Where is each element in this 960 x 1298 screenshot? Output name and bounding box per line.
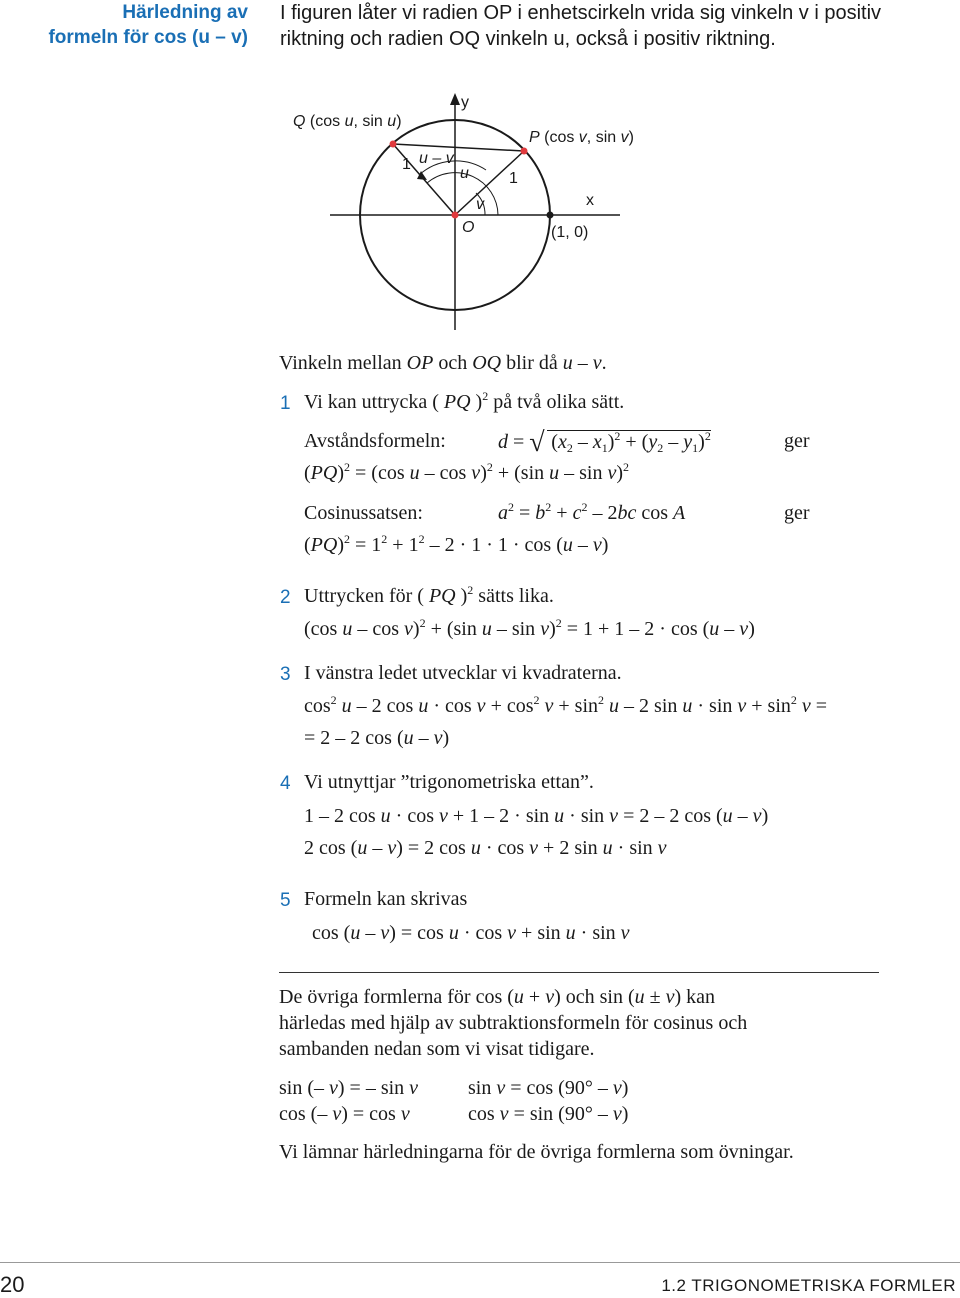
ger-2: ger <box>784 502 810 524</box>
chord-qp <box>393 144 524 151</box>
label-p: P (cos v, sin v) <box>529 129 634 146</box>
step2-text: Uttrycken för ( PQ )$^2$ sätts lika. <box>304 583 554 607</box>
step1-text: Vi kan uttrycka ( PQ )$^2$ på två olika sätt. <box>304 389 625 413</box>
intro-line2: riktning och radien OQ vinkeln u, också i positiv riktning. <box>280 28 776 50</box>
para1-line1: De övriga formlerna för cos (u + v) och sin (u ± v) kan <box>279 986 716 1008</box>
closing-sentence: Vi lämnar härledningarna för de övriga formlerna som övningar. <box>279 1141 794 1163</box>
step5-equation: cos (u – v) = cos u · cos v + sin u · sin v <box>312 922 630 944</box>
chapter-title: 1.2 TRIGONOMETRISKA FORMLER <box>661 1276 956 1295</box>
label-y: y <box>461 94 469 111</box>
label-u-minus-v: u – v <box>419 150 454 167</box>
step2-equation: (cos u – cos v)$^2$ + (sin u – sin v)$^2$ = 1 + 1 – 2 · cos (u – v) <box>304 616 755 640</box>
cosine-label: Cosinussatsen: <box>304 502 423 524</box>
y-axis-arrow <box>450 93 460 105</box>
step2-number: 2 <box>280 587 291 608</box>
step3-equation1: $\cos^2 u - 2$ $\cos u \cdot \cos v + \cos^2 v + \sin^2 u - 2$ $\sin u \cdot \sin v + \sin^2 v$ = <box>304 693 828 717</box>
identity-cos-sin: cos v = sin (90° – v) <box>468 1103 629 1125</box>
distance-formula: d = √ $(x_2 - x_1)^2 + (y_2 - y_1)^2$ <box>498 427 711 458</box>
step3-number: 3 <box>280 664 291 685</box>
point-1-0 <box>547 212 554 219</box>
label-one-left: 1 <box>402 156 411 173</box>
label-u: u <box>460 165 469 182</box>
step4-text: Vi utnyttjar ”trigonometriska ettan”. <box>304 771 594 793</box>
section-title-line1: Härledning av <box>122 2 248 23</box>
footer-rule <box>0 1262 960 1263</box>
para1-line3: sambanden nedan som vi visat tidigare. <box>279 1038 595 1060</box>
step3-equation2: = 2 – 2 cos (u – v) <box>304 727 450 749</box>
page-number: 20 <box>0 1272 25 1297</box>
point-p <box>521 148 528 155</box>
para1-line2: härledas med hjälp av subtraktionsformeln för cosinus och <box>279 1012 748 1034</box>
label-point-1-0: (1, 0) <box>551 224 589 241</box>
distance-label: Avståndsformeln: <box>304 430 446 452</box>
step5-number: 5 <box>280 890 291 911</box>
section-title-line2: formeln för cos (u – v) <box>48 27 248 48</box>
intro-line1: I figuren låter vi radien OP i enhetscirkeln vrida sig vinkeln v i positiv <box>280 2 882 24</box>
point-o <box>452 212 459 219</box>
step4-number: 4 <box>280 773 291 794</box>
point-q <box>390 141 397 148</box>
identity-sin-cos: sin v = cos (90° – v) <box>468 1077 629 1099</box>
pq-cosine: $(PQ)^2 = 1^2 + 1^2 - 2 \cdot 1 \cdot 1 \cdot \cos (u - v)$ <box>304 532 609 556</box>
ger-1: ger <box>784 430 810 452</box>
label-x: x <box>586 192 594 209</box>
step1-number: 1 <box>280 393 291 414</box>
label-v: v <box>476 196 484 213</box>
label-q: Q (cos u, sin u) <box>293 113 402 130</box>
step5-text: Formeln kan skrivas <box>304 888 468 910</box>
separator-line <box>279 972 879 973</box>
label-one-right: 1 <box>509 170 518 187</box>
angle-sentence: Vinkeln mellan OP och OQ blir då u – v. <box>279 352 607 374</box>
section-title <box>48 0 248 50</box>
cosine-formula: $a^2 = b^2 + c^2 - 2bc$ cos A <box>498 500 686 524</box>
pq-distance: (PQ)$^2$ = (cos u – cos v)$^2$ + (sin u – sin v)$^2$ <box>304 460 630 484</box>
identity-sin-neg: sin (– v) = – sin v <box>279 1077 419 1099</box>
step4-equation1: 1 – 2 cos u · cos v + 1 – 2 · sin u · sin v = 2 – 2 cos (u – v) <box>304 805 769 827</box>
identity-cos-neg: cos (– v) = cos v <box>279 1103 410 1125</box>
step3-text: I vänstra ledet utvecklar vi kvadraterna. <box>304 662 622 684</box>
label-o: O <box>462 219 475 236</box>
step4-equation2: 2 cos (u – v) = 2 cos u · cos v + 2 sin u · sin v <box>304 837 667 859</box>
